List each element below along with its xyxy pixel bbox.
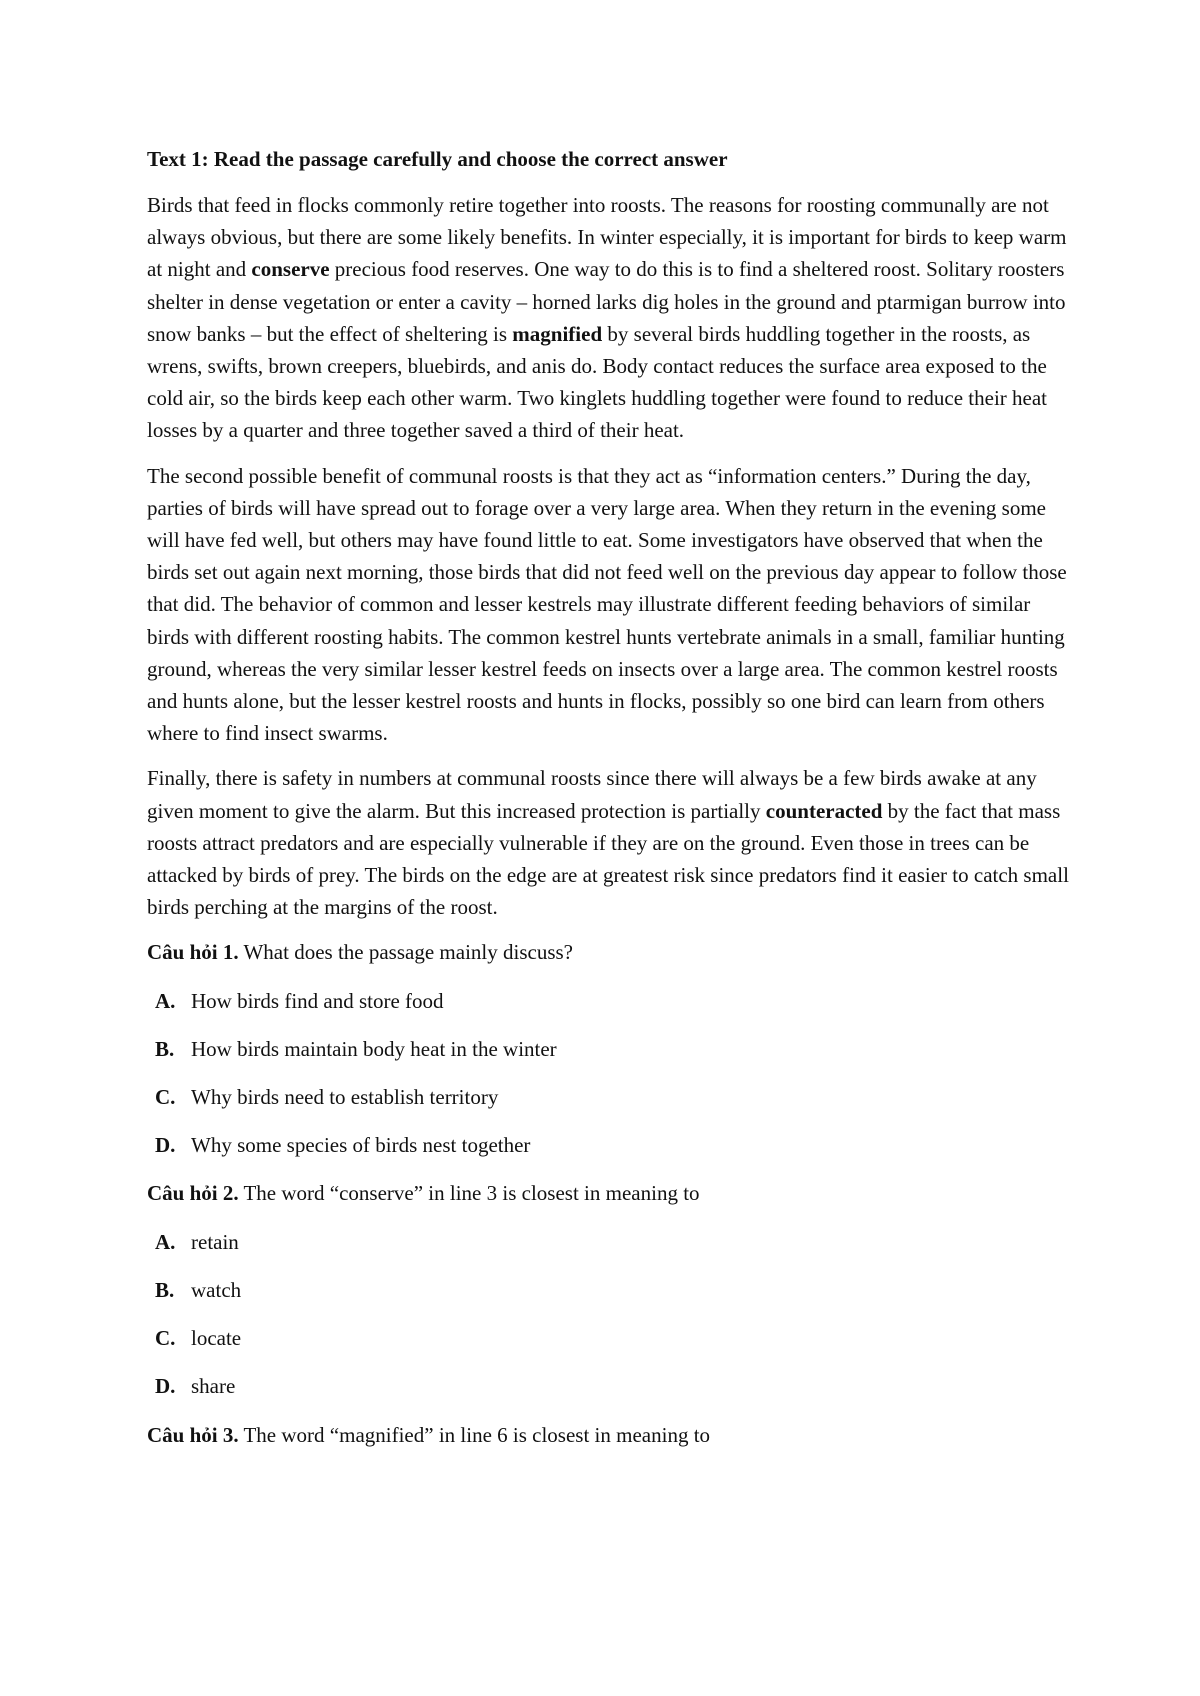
highlighted-word: counteracted [765,798,883,823]
answer-option[interactable] [155,1274,1077,1306]
document-title: Text 1: Read the passage carefully and choose the correct answer [147,147,728,171]
answer-option[interactable] [155,1033,1077,1065]
document-content [147,143,1077,1467]
option-letter: B. [155,1277,175,1302]
paragraph-text: by several birds huddling together in the roosts, as wrens, swifts, brown creepers, bluebirds, and anis do. Body contact reduces the surface area exposed to the cold air, so the birds keep each other warm. Two kinglets huddling together were found to reduce their heat losses by a quarter and three together saved a third of their heat. [147,321,1048,443]
option-letter: C. [155,1085,176,1110]
answer-option[interactable] [155,1129,1077,1161]
question-text: What does the passage mainly discuss? [238,940,573,965]
option-letter: D. [155,1374,176,1399]
question-list [147,936,1077,1450]
paragraph-text: by the fact that mass roosts attract predators and are especially vulnerable if they are on the ground. Even those in trees can be attacked by birds of prey. The birds on the edge are at greatest risk since predators find it easier to catch small birds perching at the margins of the roost. [147,798,1069,920]
question-stem [147,1177,1077,1209]
option-letter: C. [155,1326,176,1351]
paragraph-text: precious food reserves. One way to do this is to find a sheltered roost. Solitary roosters shelter in dense vegetation or enter a cavity – horned larks dig holes in the ground and ptarmigan burrow into snow banks – but the effect of sheltering is [147,257,1066,346]
question-stem [147,1419,1077,1451]
passage-paragraph [147,189,1077,447]
option-text: How birds find and store food [191,988,444,1013]
reading-passage [147,189,1077,923]
answer-option[interactable] [155,985,1077,1017]
highlighted-word: conserve [251,257,330,282]
answer-option[interactable] [155,1322,1077,1354]
option-text: Why some species of birds nest together [191,1133,531,1158]
option-text: retain [191,1229,239,1254]
question-number: Câu hỏi 3. [147,1422,239,1447]
option-letter: D. [155,1133,176,1158]
paragraph-text: The second possible benefit of communal roosts is that they act as “information centers.” During the day, parties of birds will have spread out to forage over a very large area. When they return in the evening some will have fed well, but others may have found little to eat. Some investigators have observed that when the birds set out again next morning, those birds that did not feed well on the previous day appear to follow those that did. The behavior of common and lesser kestrels may illustrate different feeding behaviors of similar birds with different roosting habits. The common kestrel hunts vertebrate animals in a small, familiar hunting ground, whereas the very similar lesser kestrel feeds on insects over a large area. The common kestrel roosts and hunts alone, but the lesser kestrel roosts and hunts in flocks, possibly so one bird can learn from others where to find insect swarms. [147,463,1067,746]
question-number: Câu hỏi 1. [147,940,239,965]
paragraph-text: Finally, there is safety in numbers at communal roosts since there will always be a few birds awake at any given moment to give the alarm. But this increased protection is partially [147,766,1037,823]
option-text: watch [191,1277,242,1302]
answer-option[interactable] [155,1226,1077,1258]
option-letter: A. [155,988,176,1013]
option-text: How birds maintain body heat in the winter [191,1036,557,1061]
question-text: The word “magnified” in line 6 is closest in meaning to [238,1422,711,1447]
option-text: locate [191,1326,242,1351]
passage-paragraph [147,762,1077,923]
answer-option[interactable] [155,1081,1077,1113]
answer-option[interactable] [155,1370,1077,1402]
paragraph-text: Birds that feed in flocks commonly retire together into roosts. The reasons for roosting communally are not always obvious, but there are some likely benefits. In winter especially, it is important for birds to keep warm at night and [147,193,1067,282]
option-text: Why birds need to establish territory [191,1085,499,1110]
question-text: The word “conserve” in line 3 is closest in meaning to [238,1181,700,1206]
option-letter: B. [155,1036,175,1061]
option-text: share [191,1374,236,1399]
question-number: Câu hỏi 2. [147,1181,239,1206]
passage-paragraph [147,460,1077,750]
highlighted-word: magnified [512,321,603,346]
question-stem [147,936,1077,968]
option-letter: A. [155,1229,176,1254]
